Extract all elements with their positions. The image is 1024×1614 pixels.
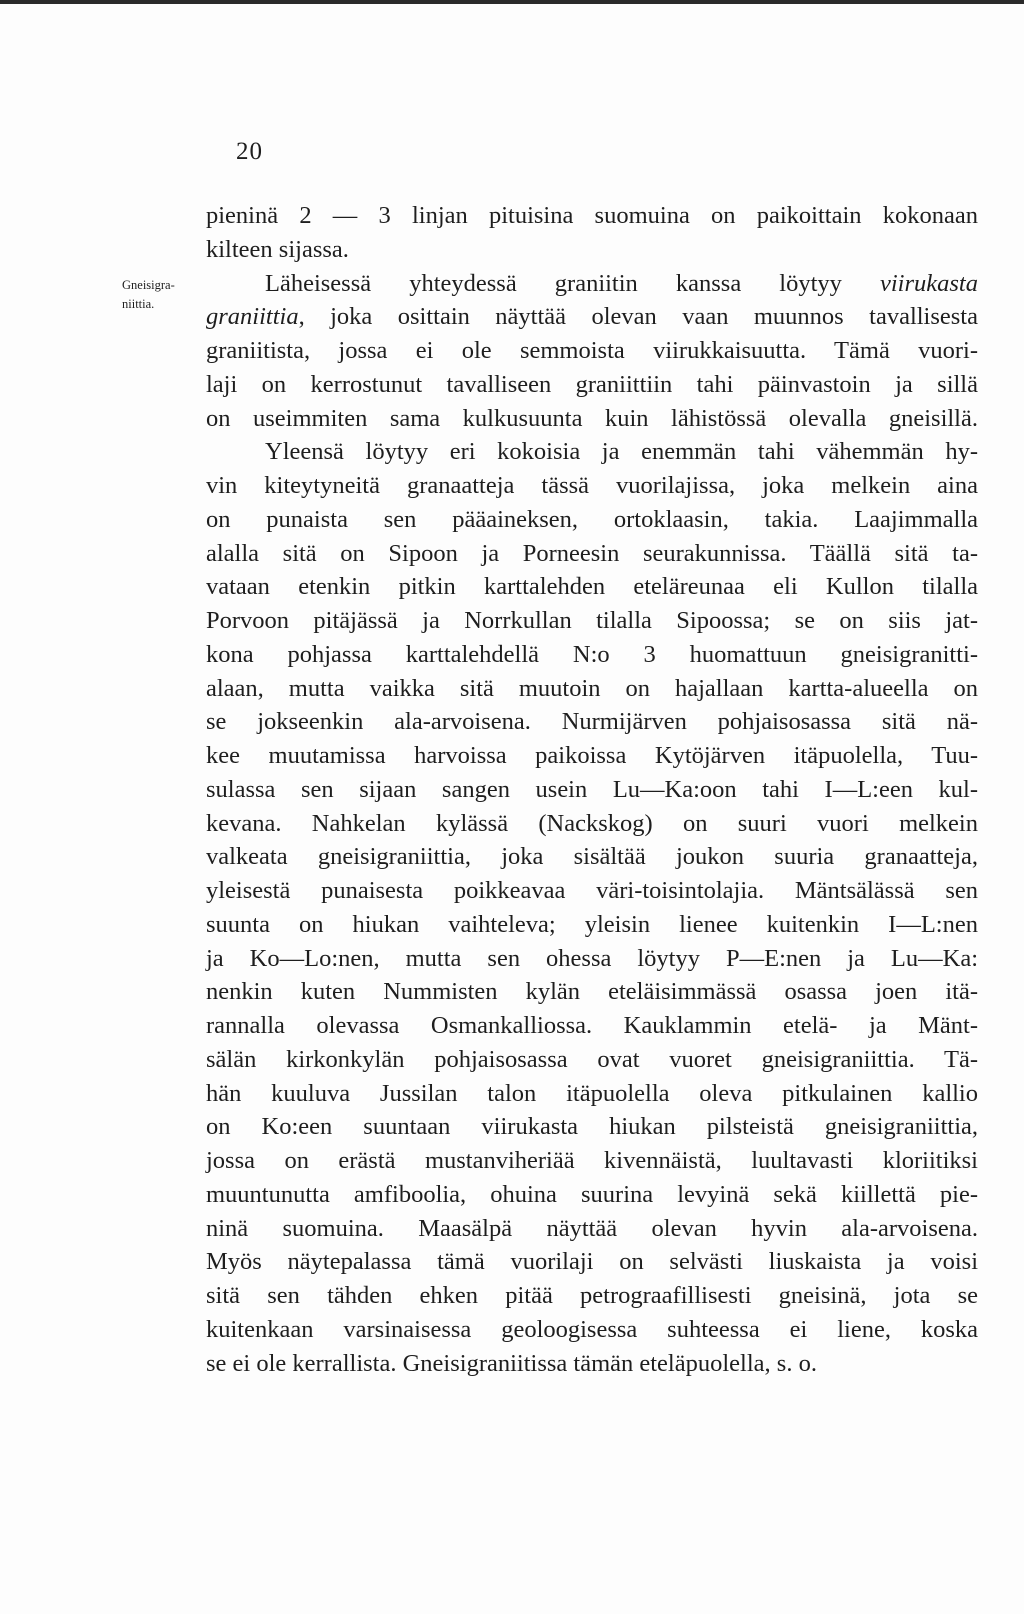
text-line: Myös näytepalassa tämä vuorilaji on selvästi liuskaista ja voisi xyxy=(206,1248,978,1276)
text-line: suunta on hiukan vaihteleva; yleisin lienee kuitenkin I—L:nen xyxy=(206,910,978,938)
text-line: se jokseenkin ala-arvoisena. Nurmijärven pohjaisosassa sitä nä- xyxy=(206,708,978,736)
text-line: on Ko:een suuntaan viirukasta hiukan pilsteistä gneisigraniittia, xyxy=(206,1113,978,1141)
text-line: nenkin kuten Nummisten kylän eteläisimmässä osassa joen itä- xyxy=(206,978,978,1006)
text-line: hän kuuluva Jussilan talon itäpuolella oleva pitkulainen kallio xyxy=(206,1079,978,1107)
text-line: yleisestä punaisesta poikkeavaa väri-toisintolajia. Mäntsälässä sen xyxy=(206,877,978,904)
page-top-edge xyxy=(0,0,1024,4)
text-line: alalla sitä on Sipoon ja Porneesin seurakunnissa. Täällä sitä ta- xyxy=(206,539,978,567)
text-line: vin kiteytyneitä granaatteja tässä vuorilajissa, joka melkein aina xyxy=(206,472,978,499)
text-line: jossa on erästä mustanviheriää kivennäistä, luultavasti kloriitiksi xyxy=(206,1147,978,1174)
text-line xyxy=(206,300,978,334)
text-line: kona pohjassa karttalehdellä N:o 3 huomattuun gneisigranitti- xyxy=(206,640,978,668)
text-segment: , joka osittain näyttää olevan vaan muunnos tavallisesta xyxy=(298,303,978,331)
text-line: ninä suomuina. Maasälpä näyttää olevan hyvin ala-arvoisena. xyxy=(206,1214,978,1242)
text-line: ja Ko—Lo:nen, mutta sen ohessa löytyy P—E:nen ja Lu—Ka: xyxy=(206,944,978,972)
margin-note-line: niittia. xyxy=(122,297,155,311)
text-line: kuitenkaan varsinaisessa geoloogisessa suhteessa ei liene, koska xyxy=(206,1315,978,1343)
margin-note-line: Gneisigra- xyxy=(122,278,175,292)
text-line: alaan, mutta vaikka sitä muutoin on hajallaan kartta-alueella on xyxy=(206,674,978,702)
page-number: 20 xyxy=(236,138,263,165)
text-line: kevana. Nahkelan kylässä (Nackskog) on suuri vuori melkein xyxy=(206,809,978,837)
text-line: se ei ole kerrallista. Gneisigraniitissa tämän eteläpuolella, s. o. xyxy=(206,1349,817,1377)
body-text xyxy=(206,199,978,1380)
text-line: sitä sen tähden ehken pitää petrograafillisesti gneisinä, jota se xyxy=(206,1282,978,1309)
text-line: on punaista sen pääaineksen, ortoklaasin, takia. Laajimmalla xyxy=(206,505,978,533)
italic-term: viirukasta xyxy=(880,269,978,297)
text-line: Porvoon pitäjässä ja Norrkullan tilalla Sipoossa; se on siis jat- xyxy=(206,607,978,634)
text-line: kilteen sijassa. xyxy=(206,235,349,263)
text-line: sulassa sen sijaan sangen usein Lu—Ka:oon tahi I—L:een kul- xyxy=(206,775,978,803)
text-line: valkeata gneisigraniittia, joka sisältää joukon suuria granaatteja, xyxy=(206,843,978,871)
text-line: sälän kirkonkylän pohjaisosassa ovat vuoret gneisigraniittia. Tä- xyxy=(206,1045,978,1073)
text-line: muuntunutta amfiboolia, ohuina suurina levyinä sekä kiillettä pie- xyxy=(206,1180,978,1208)
text-line: graniitista, jossa ei ole semmoista viirukkaisuutta. Tämä vuori- xyxy=(206,337,978,364)
text-line: rannalla olevassa Osmankalliossa. Kauklammin etelä- ja Mänt- xyxy=(206,1012,978,1039)
text-line: kee muutamissa harvoissa paikoissa Kytöjärven itäpuolella, Tuu- xyxy=(206,742,978,769)
text-line: pieninä 2 — 3 linjan pituisina suomuina on paikoittain kokonaan xyxy=(206,202,978,229)
text-segment: Läheisessä yhteydessä graniitin kanssa löytyy xyxy=(265,269,880,297)
text-line xyxy=(206,267,978,301)
text-line: vataan etenkin pitkin karttalehden eteläreunaa eli Kullon tilalla xyxy=(206,573,978,601)
margin-note xyxy=(122,276,202,314)
text-line: Yleensä löytyy eri kokoisia ja enemmän tahi vähemmän hy- xyxy=(265,438,978,466)
text-line: laji on kerrostunut tavalliseen graniittiin tahi päinvastoin ja sillä xyxy=(206,370,978,398)
text-line: on useimmiten sama kulkusuunta kuin lähistössä olevalla gneisillä. xyxy=(206,404,978,432)
italic-term: graniittia xyxy=(206,303,299,331)
